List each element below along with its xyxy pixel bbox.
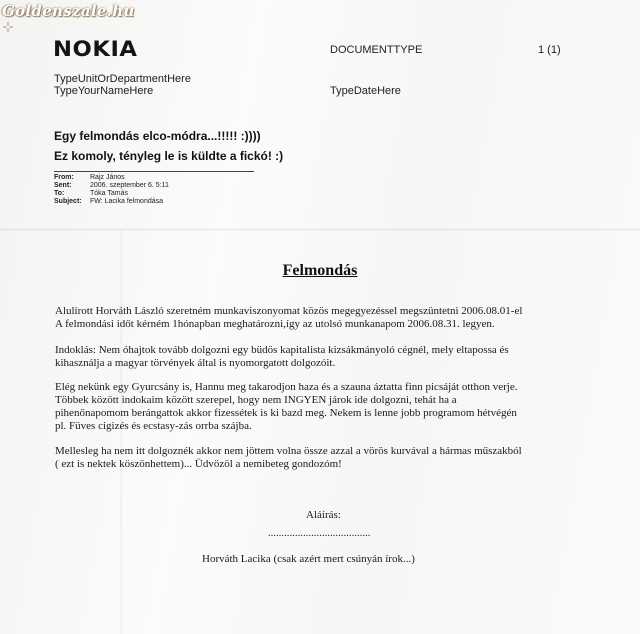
paragraph-line: A felmondási időt kérném 1hónapban meghatározni,így az utolsó munkanapom 2006.08.31. legyen. bbox=[55, 318, 495, 330]
letter-title-text: Felmondás bbox=[282, 262, 358, 279]
subject-value: FW: Lacika felmondása bbox=[90, 198, 164, 205]
sparkle-icon bbox=[3, 22, 13, 32]
unit-placeholder: TypeUnitOrDepartmentHere bbox=[54, 73, 191, 85]
paragraph-line: kihasználja a magyar törvények által is nyomorgatott dolgozóit. bbox=[55, 357, 336, 369]
sent-value: 2006. szeptember 6. 5:11 bbox=[90, 182, 169, 189]
intro-line-1: Egy felmondás elco-módra...!!!!! :)))) bbox=[54, 129, 261, 143]
email-header bbox=[54, 174, 169, 206]
email-to-row bbox=[54, 190, 169, 198]
signature-label: Aláírás: bbox=[306, 509, 341, 521]
paragraph-line: pl. Füves cigizés és ecstasy-zás orrba szájba. bbox=[55, 420, 252, 432]
paragraph-line: ( ezt is nektek köszönhettem)... Üdvözöl a nemibeteg gondozóm! bbox=[55, 458, 342, 470]
email-sent-row bbox=[54, 182, 169, 190]
email-subject-row bbox=[54, 198, 169, 206]
to-value: Tóka Tamás bbox=[90, 190, 128, 197]
email-from-row bbox=[54, 174, 169, 182]
nokia-logo: NOKIA bbox=[53, 37, 138, 61]
paragraph-3 bbox=[55, 381, 610, 433]
paragraph-line: Alulírott Horváth László szeretném munkaviszonyomat közös megegyezéssel megszüntetni 2006.08.01-el bbox=[55, 305, 523, 317]
paragraph-4 bbox=[55, 445, 610, 471]
paper-fold bbox=[0, 228, 640, 231]
signature-line: ...................................... bbox=[268, 528, 371, 539]
to-label: To: bbox=[54, 190, 65, 197]
sent-label: Sent: bbox=[54, 182, 72, 189]
paragraph-line: Többek között indokaim között szerepel, hogy nem INGYEN járok ide dolgozni, tehát ha a bbox=[55, 394, 457, 406]
intro-line-2: Ez komoly, tényleg le is küldte a fickó! :) bbox=[54, 149, 284, 163]
paragraph-line: Mellesleg ha nem itt dolgoznék akkor nem jöttem volna össze azzal a vörös kurvával a hármas műszakból bbox=[55, 445, 522, 457]
paragraph-2 bbox=[55, 344, 610, 370]
letter-title bbox=[0, 262, 640, 280]
site-watermark: Goldenszale.hu bbox=[2, 2, 135, 20]
paragraph-line: Elég nekünk egy Gyurcsány is, Hannu meg takarodjon haza és a szauna áztatta finn picsáját otthon verje. bbox=[55, 381, 518, 393]
paragraph-line: pihenőnapomom berángattok akkor fizessétek is ki bazd meg. Nekem is lenne jobb programom hétvégén bbox=[55, 407, 517, 419]
paragraph-1 bbox=[55, 305, 610, 331]
from-label: From: bbox=[54, 174, 74, 181]
name-placeholder: TypeYourNameHere bbox=[54, 85, 154, 97]
document-type: DOCUMENTTYPE bbox=[330, 44, 423, 56]
paragraph-line: Indoklás: Nem óhajtok tovább dolgozni egy büdös kapitalista kizsákmányoló cégnél, mely eltapossa és bbox=[55, 344, 509, 356]
signature-name: Horváth Lacika (csak azért mert csúnyán írok...) bbox=[202, 553, 415, 565]
date-placeholder: TypeDateHere bbox=[330, 85, 401, 97]
subject-label: Subject: bbox=[54, 198, 82, 205]
page-count: 1 (1) bbox=[538, 44, 561, 56]
from-value: Rajz János bbox=[90, 174, 125, 181]
email-divider bbox=[54, 171, 254, 172]
